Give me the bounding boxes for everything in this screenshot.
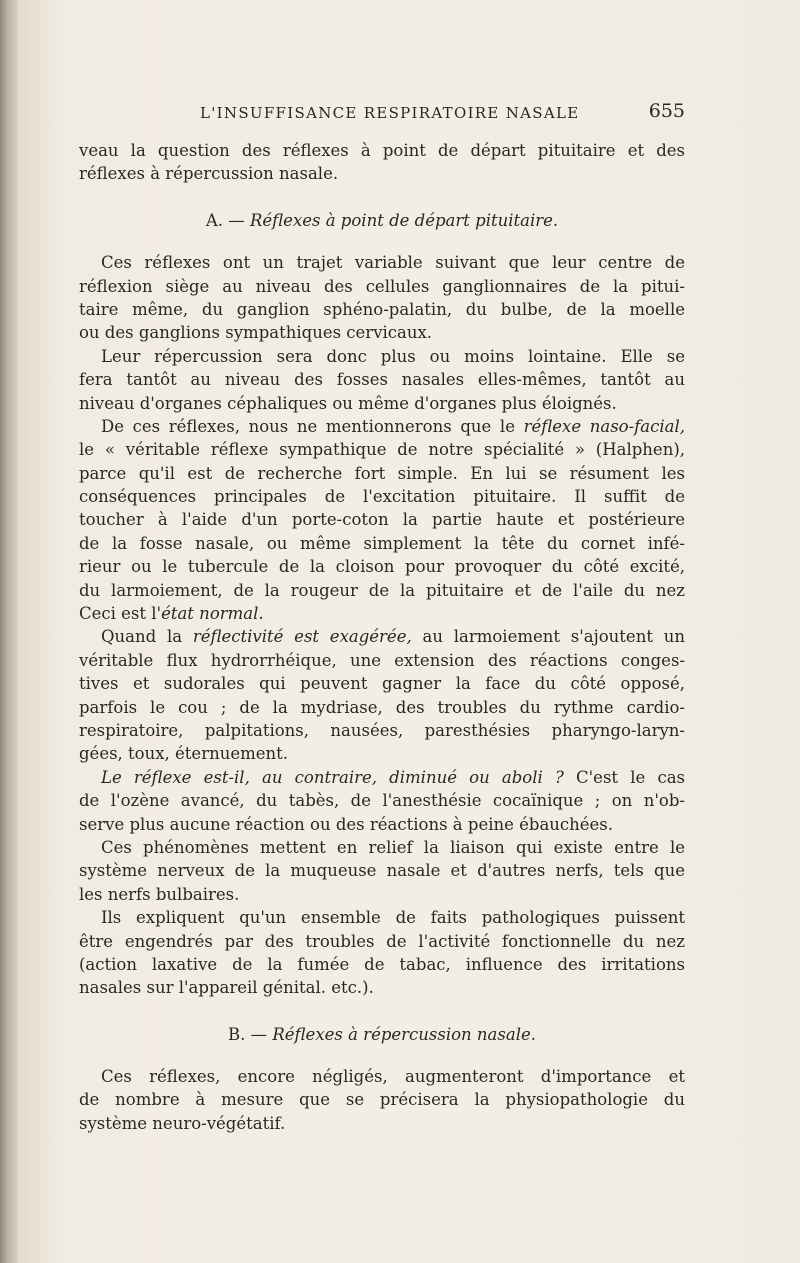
text-line: être engendrés par des troubles de l'activité fonctionnelle du nez bbox=[79, 931, 685, 951]
page-body bbox=[79, 139, 685, 1135]
text-line: parfois le cou ; de la mydriase, des troubles du rythme cardio- bbox=[79, 697, 685, 717]
text-line: de l'ozène avancé, du tabès, de l'anesthésie cocaïnique ; on n'ob- bbox=[79, 791, 685, 811]
text-line: Ces phénomènes mettent en relief la liaison qui existe entre le bbox=[101, 837, 685, 857]
text-line bbox=[79, 625, 685, 648]
intro-paragraph bbox=[79, 139, 685, 186]
text-line bbox=[79, 766, 685, 789]
text-line: tives et sudorales qui peuvent gagner la face du côté opposé, bbox=[79, 674, 685, 694]
text-line: serve plus aucune réaction ou des réactions à peine ébauchées. bbox=[79, 814, 614, 834]
page-number: 655 bbox=[648, 100, 685, 122]
section-heading-b bbox=[79, 1023, 685, 1046]
text-line: système nerveux de la muqueuse nasale et d'autres nerfs, tels que bbox=[79, 861, 685, 881]
binding-edge bbox=[0, 0, 18, 1263]
text-line: Ces réflexes, encore négligés, augmenteront d'importance et bbox=[101, 1067, 685, 1087]
text-run: De ces réflexes, nous ne mentionnerons que le bbox=[101, 416, 524, 436]
emphasis-text: Le réflexe est-il, au contraire, diminué ou aboli ? bbox=[101, 767, 564, 787]
running-header bbox=[200, 100, 685, 126]
text-line: respiratoire, palpitations, nausées, paresthésies pharyngo-laryn- bbox=[79, 720, 685, 740]
emphasis-text: état normal. bbox=[161, 604, 264, 624]
text-line: toucher à l'aide d'un porte-coton la partie haute et postérieure bbox=[79, 510, 685, 530]
section-letter: B. — bbox=[227, 1024, 268, 1044]
text-line: (action laxative de la fumée de tabac, influence des irritations bbox=[79, 954, 685, 974]
text-line: les nerfs bulbaires. bbox=[79, 884, 240, 904]
section-letter: A. — bbox=[205, 210, 245, 230]
paragraph bbox=[79, 625, 685, 765]
text-line: rieur ou le tubercule de la cloison pour provoquer du côté excité, bbox=[79, 557, 685, 577]
text-line: de la fosse nasale, ou même simplement la tête du cornet infé- bbox=[79, 533, 685, 553]
text-line: conséquences principales de l'excitation pituitaire. Il suffit de bbox=[79, 487, 685, 507]
paragraph bbox=[79, 906, 685, 1000]
emphasis-text: réflexe naso-facial, bbox=[523, 416, 685, 436]
running-title: L'INSUFFISANCE RESPIRATOIRE NASALE bbox=[200, 104, 580, 122]
paragraph bbox=[79, 415, 685, 626]
text-line: niveau d'organes céphaliques ou même d'organes plus éloignés. bbox=[79, 393, 617, 413]
emphasis-text: réflectivité est exagérée, bbox=[192, 627, 412, 647]
paragraph bbox=[79, 345, 685, 415]
text-run: au larmoiement s'ajoutent un bbox=[411, 627, 685, 647]
text-line: véritable flux hydrorrhéique, une extension des réactions conges- bbox=[79, 650, 685, 670]
text-line: ou des ganglions sympathiques cervicaux. bbox=[79, 323, 433, 343]
paragraph bbox=[79, 251, 685, 345]
text-line: fera tantôt au niveau des fosses nasales elles-mêmes, tantôt au bbox=[79, 370, 685, 390]
section-title: Réflexes à répercussion nasale. bbox=[272, 1024, 536, 1044]
section-title: Réflexes à point de départ pituitaire. bbox=[249, 210, 559, 230]
text-run: C'est le cas bbox=[563, 767, 685, 787]
text-line: Ces réflexes ont un trajet variable suivant que leur centre de bbox=[101, 253, 685, 273]
text-line: nasales sur l'appareil génital. etc.). bbox=[79, 978, 374, 998]
text-line: taire même, du ganglion sphéno-palatin, du bulbe, de la moelle bbox=[79, 299, 685, 319]
text-line: veau la question des réflexes à point de départ pituitaire et des bbox=[79, 141, 685, 160]
text-line: gées, toux, éternuement. bbox=[79, 744, 289, 764]
paragraph bbox=[79, 1065, 685, 1135]
text-line: du larmoiement, de la rougeur de la pituitaire et de l'aile du nez bbox=[79, 580, 685, 600]
text-line: le « véritable réflexe sympathique de notre spécialité » (Halphen), bbox=[79, 440, 685, 460]
text-line bbox=[79, 602, 685, 625]
section-heading-a bbox=[79, 209, 685, 232]
text-run: Ceci est l' bbox=[79, 604, 162, 624]
text-line bbox=[79, 415, 685, 438]
text-line: Ils expliquent qu'un ensemble de faits pathologiques puissent bbox=[101, 908, 685, 928]
paragraph bbox=[79, 836, 685, 906]
paragraph bbox=[79, 766, 685, 836]
text-line: réflexes à répercussion nasale. bbox=[79, 164, 339, 184]
text-line: Leur répercussion sera donc plus ou moins lointaine. Elle se bbox=[101, 346, 685, 366]
text-line: parce qu'il est de recherche fort simple. En lui se résument les bbox=[79, 463, 685, 483]
text-line: système neuro-végétatif. bbox=[79, 1113, 286, 1133]
text-line: de nombre à mesure que se précisera la physiopathologie du bbox=[79, 1090, 685, 1110]
text-run: Quand la bbox=[101, 627, 193, 647]
text-line: réflexion siège au niveau des cellules ganglionnaires de la pitui- bbox=[79, 276, 685, 296]
